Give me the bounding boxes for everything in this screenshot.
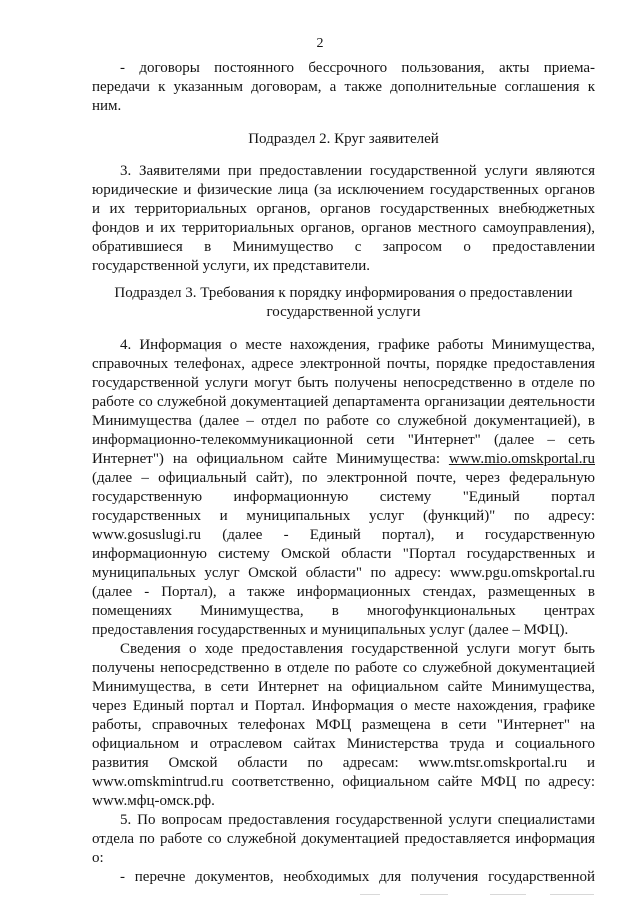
paragraph-line: ним. [92,98,122,114]
paragraph-line [92,451,595,468]
paragraph-line: информационную систему Омской области "Портал государственных и [92,546,595,562]
subsection-3-heading-line-2: государственной услуги [266,304,421,320]
scan-artifact-marks [360,892,600,898]
page-number: 2 [316,36,324,51]
paragraph-line: Сведения о ходе предоставления государственной услуги могут быть [120,641,595,657]
paragraph-line: работы, справочных телефонах МФЦ размещена в сети "Интернет" на [92,717,595,733]
paragraph-line: www.gosuslugi.ru (далее - Единый портал), и государственную [92,527,595,543]
line-text: Интернет") на официальном сайте Минимущества: [92,451,449,467]
subsection-2-heading: Подраздел 2. Круг заявителей [248,131,439,147]
paragraph-line: 3. Заявителями при предоставлении государственной услуги являются [120,163,595,179]
paragraph-line: через Единый портал и Портал. Информация о месте нахождения, графике [92,698,595,714]
paragraph-line: www.omskmintrud.ru соответственно, официальном сайте МФЦ по адресу: [92,774,595,790]
paragraph-line: 4. Информация о месте нахождения, графике работы Минимущества, [120,337,595,353]
paragraph-line: и их территориальных органов, органов государственных внебюджетных [92,201,595,217]
paragraph-line: помещениях Минимущества, в многофункциональных центрах [92,603,595,619]
paragraph-line: справочных телефонах, адресе электронной почты, порядке предоставления [92,356,595,372]
paragraph-line: юридические и физические лица (за исключением государственных органов [92,182,595,198]
paragraph-line: отдела по работе со служебной документацией предоставляется информация [92,831,595,847]
official-site-link[interactable]: www.mio.omskportal.ru [448,451,595,467]
paragraph-line: о: [92,850,104,866]
paragraph-line: www.мфц-омск.рф. [92,793,215,809]
paragraph-line: - договоры постоянного бессрочного пользования, акты приема- [120,60,595,76]
paragraph-line: государственной услуги, их представители. [92,258,371,274]
paragraph-line: фондов и их территориальных органов, органов местного самоуправления), [92,220,595,236]
paragraph-line: обратившиеся в Минимущество с запросом о предоставлении [92,239,595,255]
paragraph-line: - перечне документов, необходимых для получения государственной [120,869,595,885]
paragraph-line: государственную информационную систему "Единый портал [92,489,595,505]
paragraph-line: развития Омской области по адресам: www.mtsr.omskportal.ru и [92,755,595,771]
paragraph-line: передачи к указанным договорам, а также дополнительные соглашения к [92,79,595,95]
paragraph-line: Минимущества, в сети Интернет на официальном сайте Минимущества, [92,679,595,695]
paragraph-line: предоставления государственных и муниципальных услуг (далее – МФЦ). [92,622,569,638]
paragraph-line: работе со служебной документацией департамента организации деятельности [92,394,595,410]
paragraph-line: официальном и отраслевом сайтах Министерства труда и социального [92,736,595,752]
paragraph-line: (далее - Портал), а также информационных стендах, размещенных в [92,584,595,600]
paragraph-line: муниципальных услуг Омской области" по адресу: www.pgu.omskportal.ru [92,565,595,581]
paragraph-line: получены непосредственно в отделе по работе со служебной документацией [92,660,595,676]
paragraph-line: (далее – официальный сайт), по электронной почте, через федеральную [92,470,595,486]
paragraph-line: Минимущества (далее – отдел по работе со служебной документацией), в [92,413,595,429]
paragraph-line: государственных и муниципальных услуг (функций)" по адресу: [92,508,595,524]
paragraph-line: 5. По вопросам предоставления государственной услуги специалистами [120,812,595,828]
paragraph-line: государственной услуги могут быть получены непосредственно в отделе по [92,375,595,391]
paragraph-line: информационно-телекоммуникационной сети "Интернет" (далее – сеть [92,432,595,448]
subsection-3-heading-line-1: Подраздел 3. Требования к порядку информирования о предоставлении [114,285,573,301]
